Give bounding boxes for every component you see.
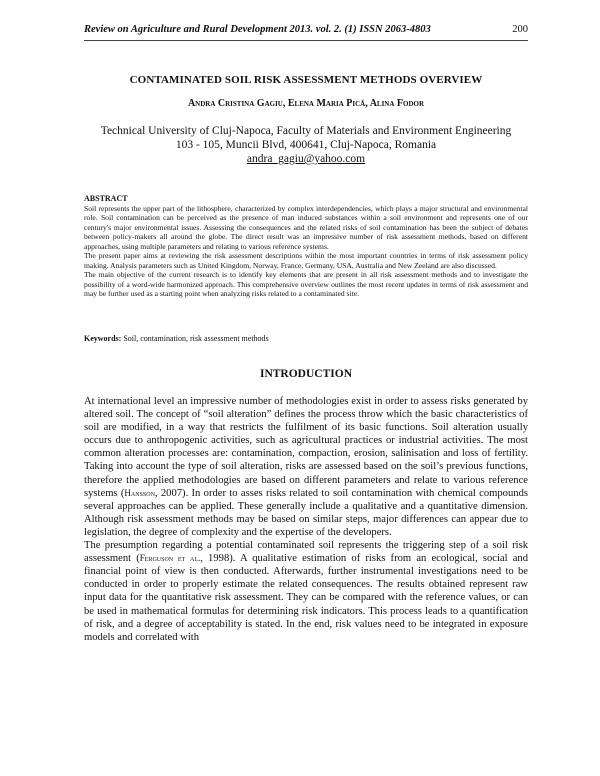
affiliation-address: 103 - 105, Muncii Blvd, 400641, Cluj-Napoca, Romania [175,139,437,151]
abstract-paragraph-2: The present paper aims at reviewing the risk assessment descriptions within the most important countries in terms of risk assessment policy making. Analysis parameters such as United Kingdom, Norway, France, Germany, USA, Australia and New Zeeland are also discussed. [84,251,528,270]
paragraph-text: The presumption regarding a potential contaminated soil represents the triggering step of a soil risk assessment ( [84,540,528,565]
section-heading-introduction: INTRODUCTION [259,368,352,380]
introduction-body [84,395,528,644]
journal-citation: Review on Agriculture and Rural Development 2013. vol. 2. (1) ISSN 2063-4803 [84,24,431,35]
abstract-paragraph-1: Soil represents the upper part of the lithosphere, characterized by complex interdependencies, which plays a major structural and environmental role. Soil contamination can be perceived as the presence of man induced substances within a soil environment and represents one of our century's major environmental issues. Assessing the consequences and the related risks of soil contamination has been the subject of debates between policy-makers all around the globe. The direct result was an impressive number of risk assessment methods, based on different approaches, using multiple parameters and relating to various reference systems. [84,203,528,251]
paper-title: CONTAMINATED SOIL RISK ASSESSMENT METHODS OVERVIEW [129,74,483,86]
paragraph-text: , 1998). A qualitative estimation of risks from an ecological, social and financial point of view is then conducted. Afterwards, further instrumental investigations need to be conducted in order to properly estimate the related consequences. The results obtained represent raw input data for the quantitative risk assessment. They can be compared with the reference values, or can be used in mathematical formulas for determining risk indicators. This process leads to a quantification of risk, and a degree of acceptability is stated. In the end, risk values need to be integrated in exposure models and correlated with [84,553,528,643]
introduction-paragraph-2 [84,539,528,644]
citation-hansson: Hansson [124,487,155,498]
page-number: 200 [512,24,528,35]
author-list: Andra Cristina Gagiu, Elena Maria Pică, Alina Fodor [187,98,425,109]
affiliation [84,124,528,166]
abstract [84,194,528,299]
paragraph-text: At international level an impressive number of methodologies exist in order to assess risks generated by altered soil. The concept of “soil alteration” defines the process throw which the basic characteristics of soil are modified, in a way that restricts the fulfilment of its basic functions. Soil alteration usually occurs due to anthropogenic activities, such as agricultural practices or industrial activities. The most common alteration processes are: contamination, compaction, erosion, salinisation and loss of fertility. Taking into account the type of soil alteration, risks are assessed based on the soil’s previous functions, therefore the applied methodologies are based on different parameters and relate to various reference systems ( [84,396,528,499]
affiliation-institution: Technical University of Cluj-Napoca, Faculty of Materials and Environment Engineering [100,125,512,137]
abstract-paragraph-3: The main objective of the current research is to identify key elements that are present in all risk assessment methods and to investigate the possibility of a word-wide harmonized approach. This comprehensive overview outlines the most recent updates in terms of risk assessment and may be further used as a starting point when analyzing risks related to a contaminated site. [84,270,528,298]
paragraph-text: , 2007). In order to asses risks related to soil contamination with chemical compounds several approaches can be applied. These generally include a qualitative and a quantitative dimension. Although risk assessment methods may be based on similar steps, major differences can appear due to legislation, the degree of complexity and the expertise of the developers. [84,487,528,538]
keywords [84,334,528,343]
author-email-link[interactable]: andra_gagiu@yahoo.com [246,153,366,165]
keywords-text: Soil, contamination, risk assessment methods [121,334,269,343]
abstract-heading: ABSTRACT [84,194,128,203]
introduction-paragraph-1 [84,395,528,539]
running-header [84,24,528,41]
keywords-label: Keywords: [84,334,122,343]
citation-ferguson: Ferguson et al. [139,553,201,564]
